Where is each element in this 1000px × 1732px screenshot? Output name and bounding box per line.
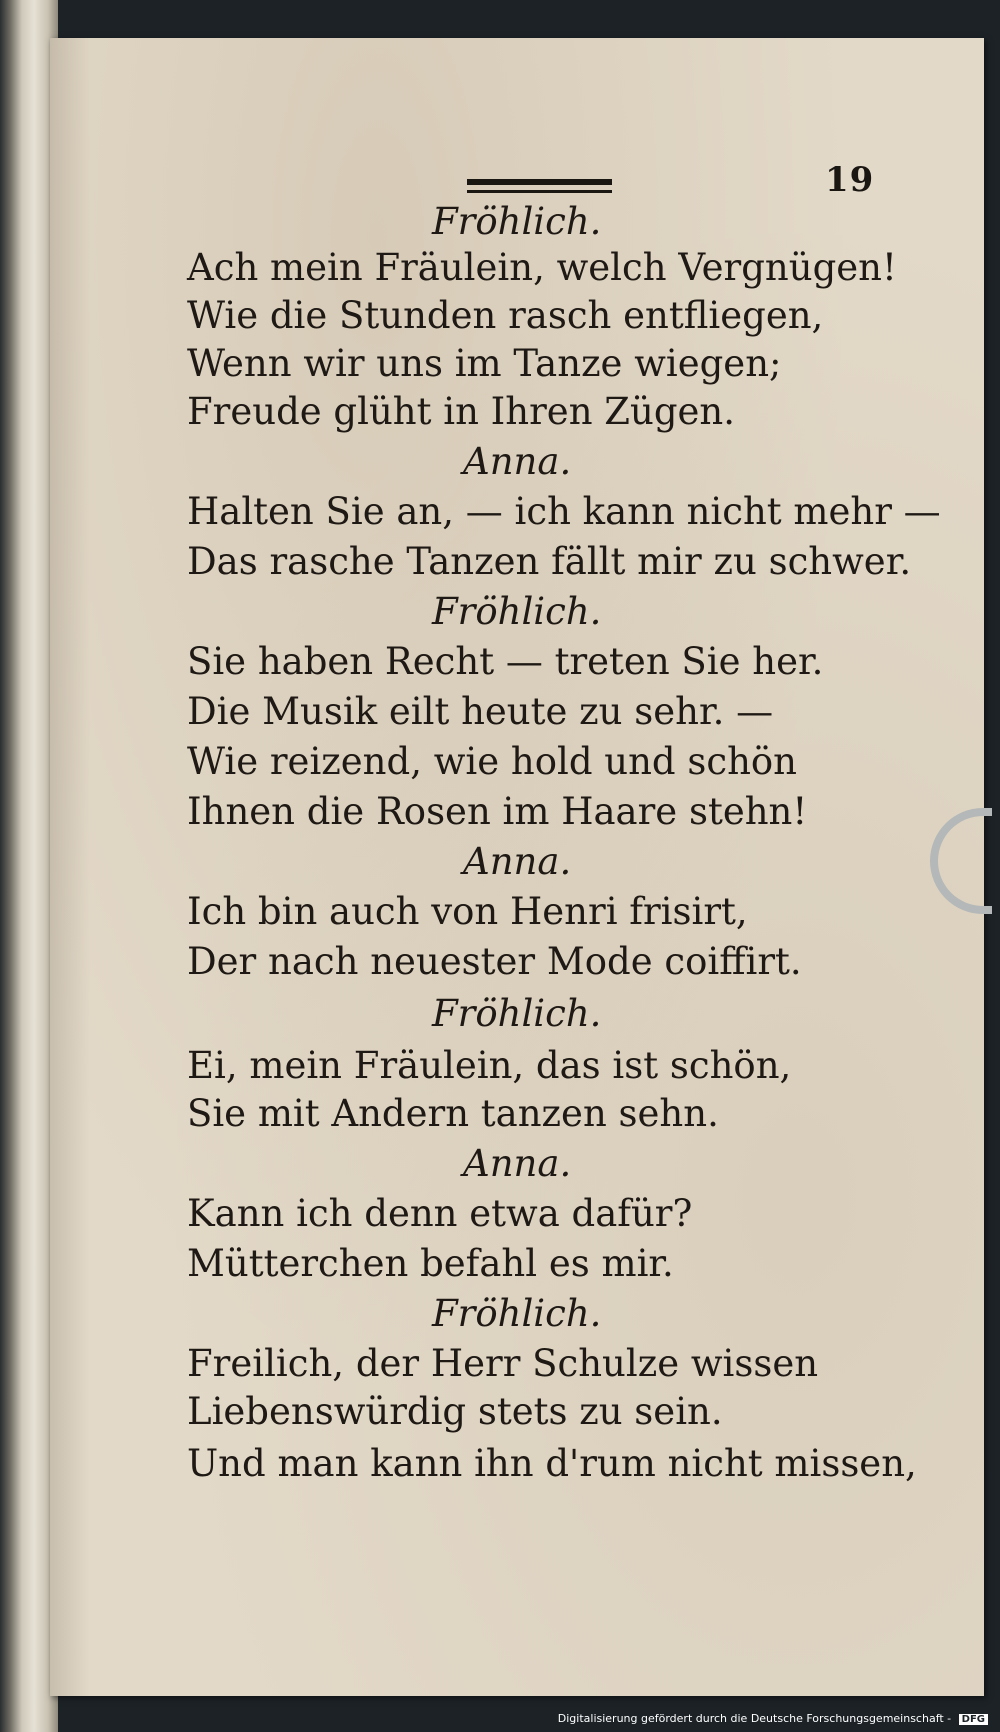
page-number: 19	[825, 160, 875, 200]
speaker-name: Fröhlich.	[432, 200, 602, 243]
verse-line: Wenn wir uns im Tanze wiegen;	[187, 342, 782, 385]
verse-line: Ei, mein Fräulein, das ist schön,	[187, 1044, 792, 1087]
speaker-name: Anna.	[463, 440, 572, 483]
verse-line: Mütterchen befahl es mir.	[187, 1242, 674, 1285]
verse-line: Ihnen die Rosen im Haare stehn!	[187, 790, 808, 833]
verse-line: Und man kann ihn d'rum nicht missen,	[187, 1442, 917, 1485]
verse-line: Ich bin auch von Henri frisirt,	[187, 890, 748, 933]
verse-line: Kann ich denn etwa dafür?	[187, 1192, 693, 1235]
speaker-name: Fröhlich.	[432, 992, 602, 1035]
book-page	[50, 38, 984, 1696]
verse-line: Die Musik eilt heute zu sehr. —	[187, 690, 774, 733]
verse-line: Halten Sie an, — ich kann nicht mehr —	[187, 490, 941, 533]
verse-line: Liebenswürdig stets zu sein.	[187, 1390, 723, 1433]
footer-text: Digitalisierung gefördert durch die Deutsche Forschungsgemeinschaft -	[557, 1712, 952, 1725]
verse-line: Sie mit Andern tanzen sehn.	[187, 1092, 719, 1135]
speaker-name: Fröhlich.	[432, 1292, 602, 1335]
verse-line: Ach mein Fräulein, welch Vergnügen!	[187, 246, 897, 289]
verse-line: Wie die Stunden rasch entfliegen,	[187, 294, 824, 337]
poem-text	[50, 38, 984, 1696]
speaker-name: Fröhlich.	[432, 590, 602, 633]
verse-line: Sie haben Recht — treten Sie her.	[187, 640, 824, 683]
verse-line: Das rasche Tanzen fällt mir zu schwer.	[187, 540, 912, 583]
verse-line: Der nach neuester Mode coiffirt.	[187, 940, 802, 983]
verse-line: Freude glüht in Ihren Zügen.	[187, 390, 735, 433]
dfg-logo: DFG	[959, 1714, 988, 1725]
speaker-name: Anna.	[463, 840, 572, 883]
verse-line: Freilich, der Herr Schulze wissen	[187, 1342, 819, 1385]
footer-credit	[558, 1712, 988, 1725]
verse-line: Wie reizend, wie hold und schön	[187, 740, 798, 783]
speaker-name: Anna.	[463, 1142, 572, 1185]
